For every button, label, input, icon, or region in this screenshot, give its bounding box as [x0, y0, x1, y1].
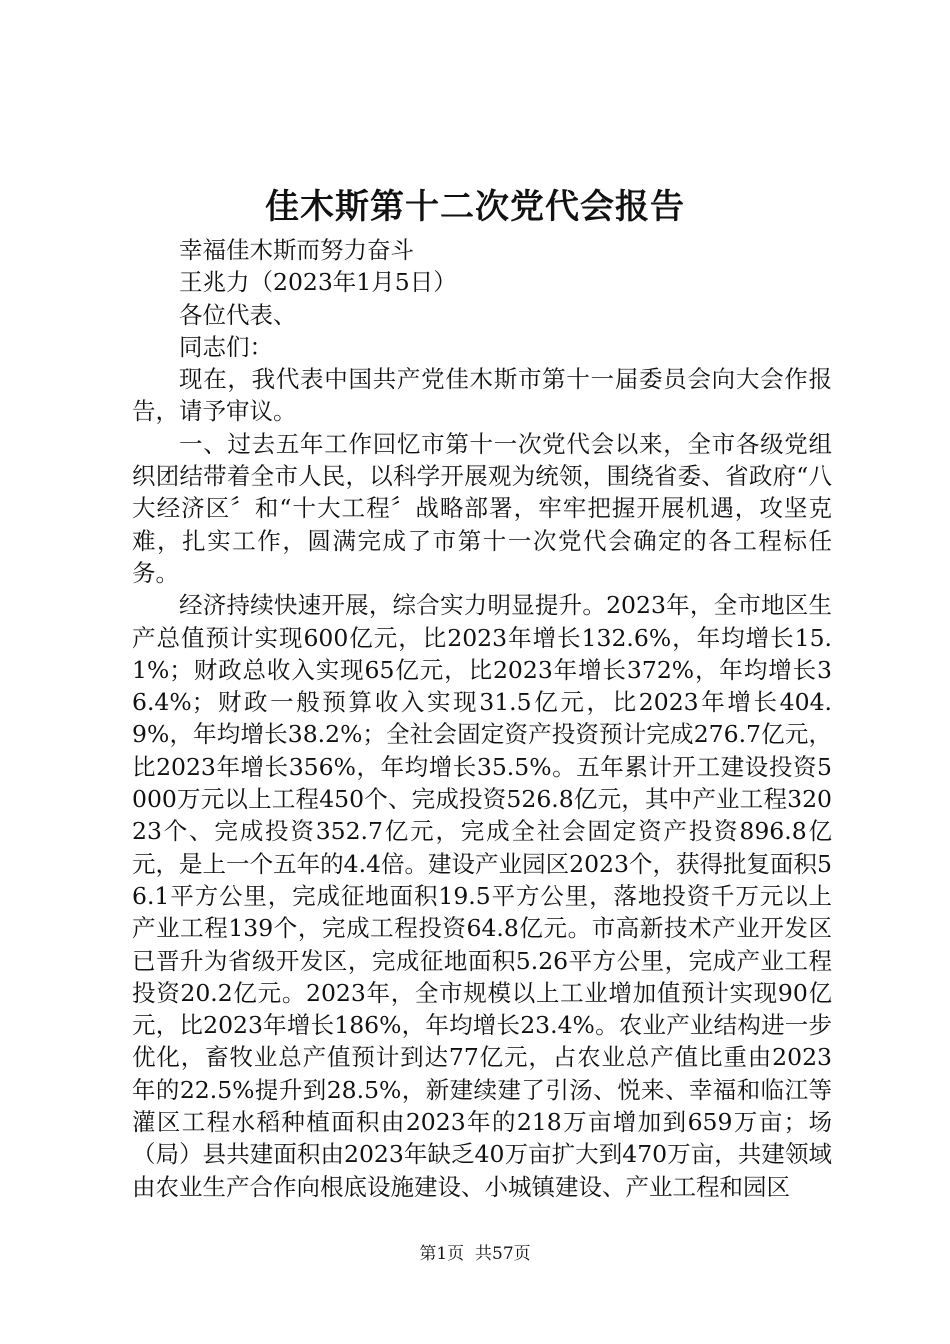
- salutation-comrades: 同志们：: [179, 332, 273, 361]
- page-number: 第1页: [419, 1244, 465, 1264]
- paragraph-intro: 现在，我代表中国共产党佳木斯市第十一届委员会向大会作报告，请予审议。: [132, 365, 832, 426]
- document-title: 佳木斯第十二次党代会报告: [265, 187, 685, 227]
- page-footer: [0, 1242, 950, 1266]
- salutation-delegates: 各位代表、: [179, 300, 297, 329]
- paragraph-review: 一、过去五年工作回忆市第十一次党代会以来，全市各级党组织团结带着全市人民，以科学开展观为统领，围绕省委、省政府“八大经济区〞和“十大工程〞战略部署，牢牢把握开展机遇，攻坚克难，扎实工作，圆满完成了市第十一次党代会确定的各工程标任务。: [132, 429, 832, 587]
- document-body: [132, 234, 832, 1203]
- author-date: 王兆力（2023年1月5日）: [179, 268, 457, 297]
- footer-gap: [464, 1244, 475, 1264]
- paragraph-economy: 经济持续快速开展，综合实力明显提升。2023年，全市地区生产总值预计实现600亿元，比2023年增长132.6%，年均增长15.1%；财政总收入实现65亿元，比2023年增长372%，年均增长36.4%；财政一般预算收入实现31.5亿元，比2023年增长404.9%，年均增长38.2%；全社会固定资产投资预计完成276.7亿元，比2023年增长356%，年均增长35.5%。五年累计开工建设投资5000万元以上工程450个、完成投资526.8亿元，其中产业工程32023个、完成投资352.7亿元，完成全社会固定资产投资896.8亿元，是上一个五年的4.4倍。建设产业园区2023个，获得批复面积56.1平方公里，完成征地面积19.5平方公里，落地投资千万元以上产业工程139个，完成工程投资64.8亿元。市高新技术产业开发区已晋升为省级开发区，完成征地面积5.26平方公里，完成产业工程投资20.2亿元。2023年，全市规模以上工业增加值预计实现90亿元，比2023年增长186%，年均增长23.4%。农业产业结构进一步优化，畜牧业总产值预计到达77亿元，占农业总产值比重由2023年的22.5%提升到28.5%，新建续建了引汤、悦来、幸福和临江等灌区工程水稻种植面积由2023年的218万亩增加到659万亩；场（局）县共建面积由2023年缺乏40万亩扩大到470万亩，共建领域由农业生产合作向根底设施建设、小城镇建设、产业工程和园区: [132, 591, 832, 1201]
- page-total: 共57页: [475, 1244, 531, 1264]
- subtitle: 幸福佳木斯而努力奋斗: [179, 236, 414, 264]
